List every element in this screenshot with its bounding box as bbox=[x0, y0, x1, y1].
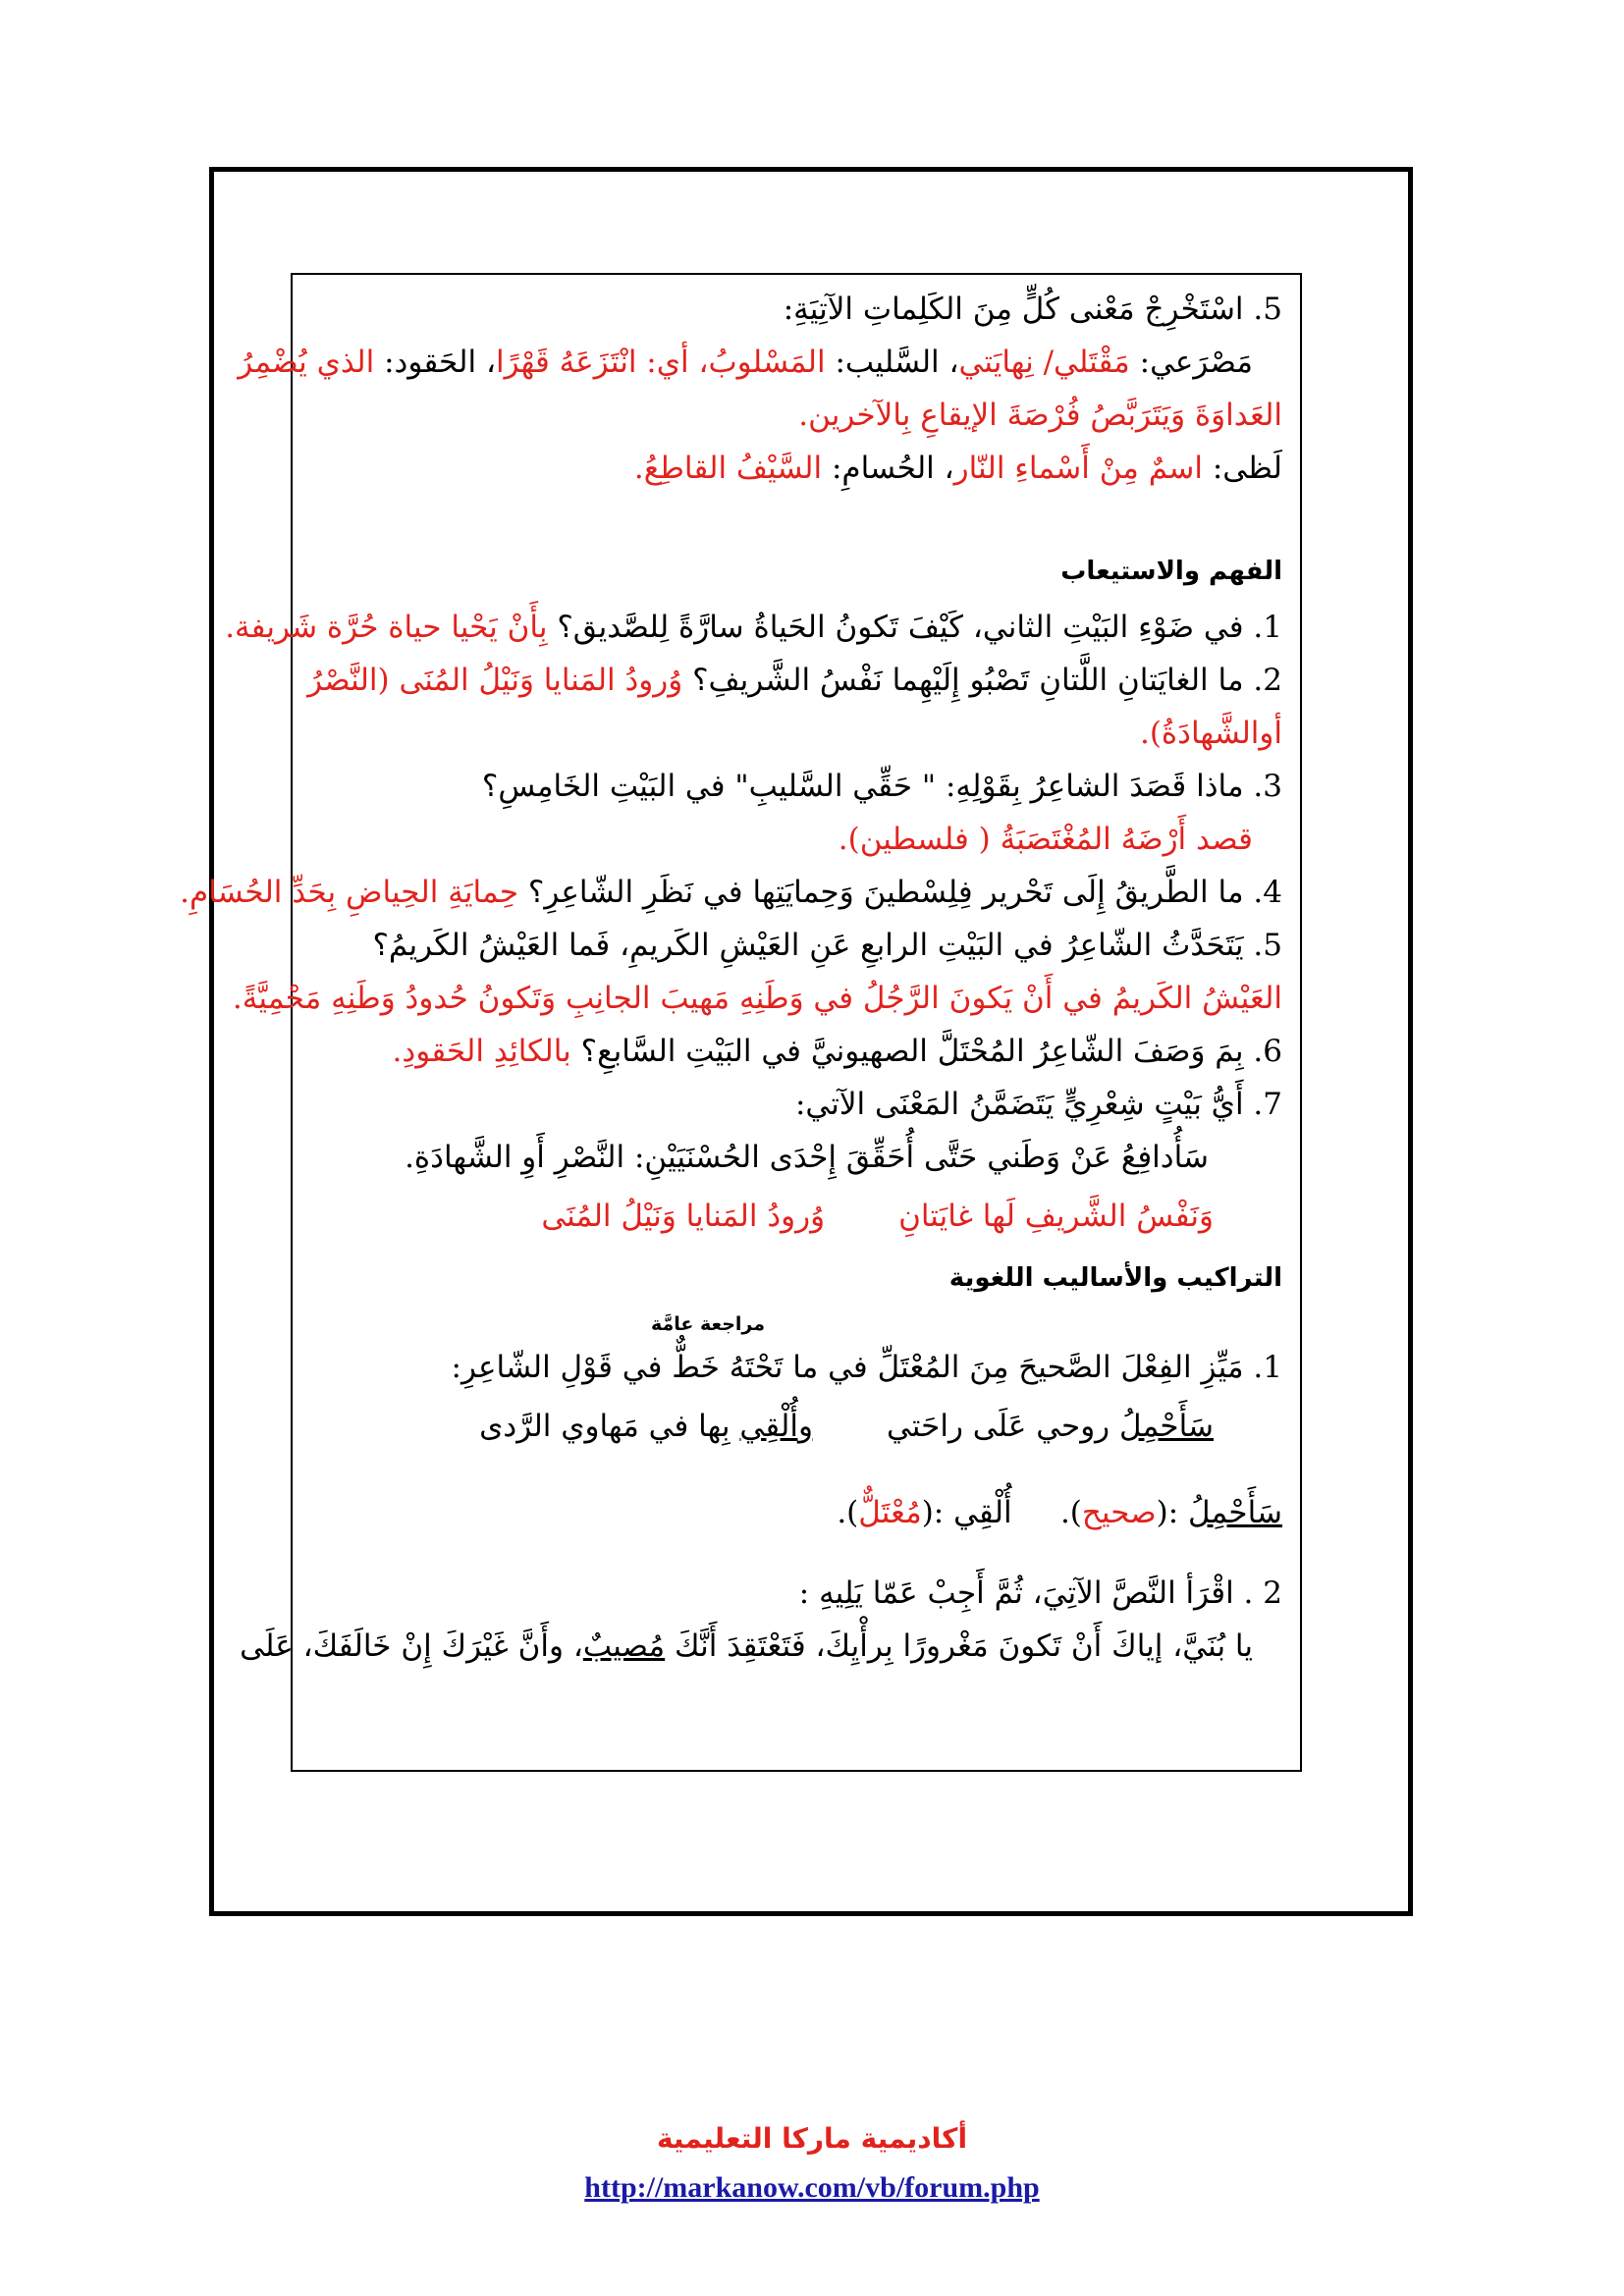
verse-second-half: وُرودُ المَنايا وَنَيْلُ المُنَى bbox=[541, 1199, 826, 1234]
underlined-word: وأُلْقِي bbox=[739, 1409, 813, 1444]
answer: بِأَنْ يَحْيا حياة حُرَّة شَريفة. bbox=[225, 610, 548, 645]
answer: حِمايَةِ الحِياضِ بِحَدِّ الحُسَامِ. bbox=[180, 875, 518, 910]
answer: مَقْتَلي/ نِهايَتي bbox=[958, 345, 1130, 380]
answer: وُرودُ المَنايا وَنَيْلُ المُنَى (النَّصْرُ bbox=[307, 663, 683, 698]
answer: اسمٌ مِنْ أَسْماءِ النّار bbox=[953, 451, 1203, 486]
spacer bbox=[310, 495, 1282, 542]
word: أُلْقِي bbox=[953, 1495, 1012, 1530]
word: ، الحُسامِ: bbox=[831, 451, 954, 486]
heading-comprehension: الفهم والاستيعاب bbox=[1060, 557, 1282, 586]
q5-line-1 bbox=[238, 336, 1282, 389]
footer-title: أكاديمية ماركا التعليمية bbox=[656, 2122, 968, 2155]
word: لَظى: bbox=[1212, 451, 1282, 486]
question: 1. في ضَوْءِ البَيْتِ الثاني، كَيْفَ تَكونُ الحَياةُ سارَّةً لِلصَّديق؟ bbox=[557, 610, 1282, 645]
word: ). bbox=[837, 1495, 859, 1530]
structures-q1-answer bbox=[310, 1486, 1282, 1539]
underlined-word: سَأَحْمِلُ bbox=[1188, 1495, 1282, 1530]
worksheet-box bbox=[180, 273, 1302, 1772]
heading-structures: التراكيب والأساليب اللغوية bbox=[948, 1263, 1282, 1293]
comprehension-q4 bbox=[180, 866, 1282, 919]
underlined-word: مُصيبٌ bbox=[582, 1629, 666, 1664]
spacer bbox=[310, 1459, 1282, 1486]
comprehension-q7: 7. أَيُّ بَيْتٍ شِعْرِيٍّ يَتَضَمَّنُ المَعْنَى الآتي: bbox=[794, 1087, 1282, 1122]
question: 2. ما الغايَتانِ اللَّتانِ تَصْبُو إِلَيْهِما نَفْسُ الشَّريفِ؟ bbox=[692, 663, 1282, 698]
comprehension-q3-answer: قصد أَرْضَهُ المُغْتَصَبَةُ ( فلسطين). bbox=[838, 822, 1253, 857]
comprehension-q2 bbox=[307, 654, 1282, 707]
comprehension-q1 bbox=[225, 601, 1282, 654]
word: ، الحَقود: bbox=[384, 345, 496, 380]
q5-line-2: العَداوَةَ وَيَتَرَبَّصُ فُرْصَةَ الإيقاعِ بِالآخرين. bbox=[798, 398, 1282, 433]
word: :( bbox=[1156, 1495, 1189, 1530]
question: 6. بِمَ وَصَفَ الشّاعِرُ المُحْتَلَّ الصهيونيَّ في البَيْتِ السَّابعِ؟ bbox=[580, 1034, 1282, 1069]
q5-line-3 bbox=[310, 442, 1282, 495]
word: ). bbox=[1021, 1495, 1082, 1530]
verse-second-half bbox=[479, 1394, 813, 1459]
question: 4. ما الطَّريقُ إِلَى تَحْرير فِلِسْطينَ وَحِمايَتِها في نَظَرِ الشّاعِرِ؟ bbox=[527, 875, 1282, 910]
comprehension-q2-answer-cont: أوالشَّهادَةُ). bbox=[1139, 716, 1282, 751]
structures-q2-text bbox=[240, 1620, 1282, 1673]
q5-title: 5. اسْتَخْرِجْ مَعْنى كُلٍّ مِنَ الكَلِماتِ الآتِيَةِ: bbox=[783, 292, 1282, 327]
comprehension-q6 bbox=[310, 1025, 1282, 1078]
answer: السَّيْفُ القاطِعُ. bbox=[633, 451, 823, 486]
answer: مُعْتَلٌّ bbox=[858, 1495, 922, 1530]
comprehension-q3: 3. ماذا قَصَدَ الشاعِرُ بِقَوْلِهِ: " حَقِّي السَّليبِ" في البَيْتِ الخَامِسِ؟ bbox=[481, 769, 1282, 804]
word: ، السَّليب: bbox=[835, 345, 959, 380]
comprehension-q5: 5. يَتَحَدَّثُ الشّاعِرُ في البَيْتِ الرابعِ عَنِ العَيْشِ الكَريمِ، فَما العَيْشُ الكَريمُ؟ bbox=[372, 928, 1282, 963]
word: روحي عَلَى راحَتي bbox=[886, 1409, 1120, 1444]
word: مَصْرَعي: bbox=[1139, 345, 1253, 380]
verse-first-half bbox=[887, 1394, 1214, 1459]
text: يا بُنَيَّ، إياكَ أَنْ تَكونَ مَغْرورًا بِرأْيِكَ، فَتَعْتَقِدَ أَنَّكَ bbox=[665, 1629, 1253, 1664]
answer: صحيح bbox=[1081, 1495, 1157, 1530]
word: بِها في مَهاوي الرَّدى bbox=[479, 1409, 740, 1444]
answer: بالكائِدِ الحَقودِ. bbox=[392, 1034, 571, 1069]
structures-q2: 2 . اقْرَأ النَّصَّ الآتِيَ، ثُمَّ أَجِبْ عَمّا يَلِيهِ : bbox=[798, 1575, 1282, 1611]
structures-q1: 1. مَيِّزِ الفِعْلَ الصَّحيحَ مِنَ المُعْتَلِّ في ما تَحْتَهُ خَطٌّ في قَوْلِ الشّاعِرِ: bbox=[451, 1350, 1282, 1385]
answer: الذي يُضْمِرُ bbox=[238, 345, 375, 380]
comprehension-q7-meaning: سَأُدافِعُ عَنْ وَطَني حَتَّى أُحَقِّقَ إِحْدَى الحُسْنَيَيْنِ: النَّصْرِ أَوِ الشَّهادَةِ. bbox=[405, 1140, 1209, 1175]
spacer bbox=[310, 1539, 1282, 1567]
underlined-word: سَأَحْمِلُ bbox=[1119, 1409, 1214, 1444]
structures-q1-verse bbox=[310, 1394, 1282, 1459]
word: :( bbox=[921, 1495, 954, 1530]
answer: المَسْلوبُ، أي: انْتَزَعَهُ قَهْرًا bbox=[495, 345, 826, 380]
footer-link[interactable]: http://markanow.com/vb/forum.php bbox=[584, 2171, 1040, 2204]
text: ، وأَنَّ غَيْرَكَ إِنْ خَالَفَكَ، عَلَى bbox=[240, 1629, 583, 1664]
comprehension-q7-verse bbox=[310, 1184, 1282, 1249]
verse-first-half: وَنَفْسُ الشَّريفِ لَها غايَتانِ bbox=[898, 1199, 1214, 1234]
comprehension-q5-answer: العَيْشُ الكَريمُ في أَنْ يَكونَ الرَّجُلُ في وَطَنِهِ مَهيبَ الجانِبِ وَتَكونُ حُدودُ وَطَنِهِ مَحْمِيَّةً. bbox=[232, 981, 1282, 1016]
subheading-review: مراجعة عامَّة bbox=[650, 1313, 766, 1335]
